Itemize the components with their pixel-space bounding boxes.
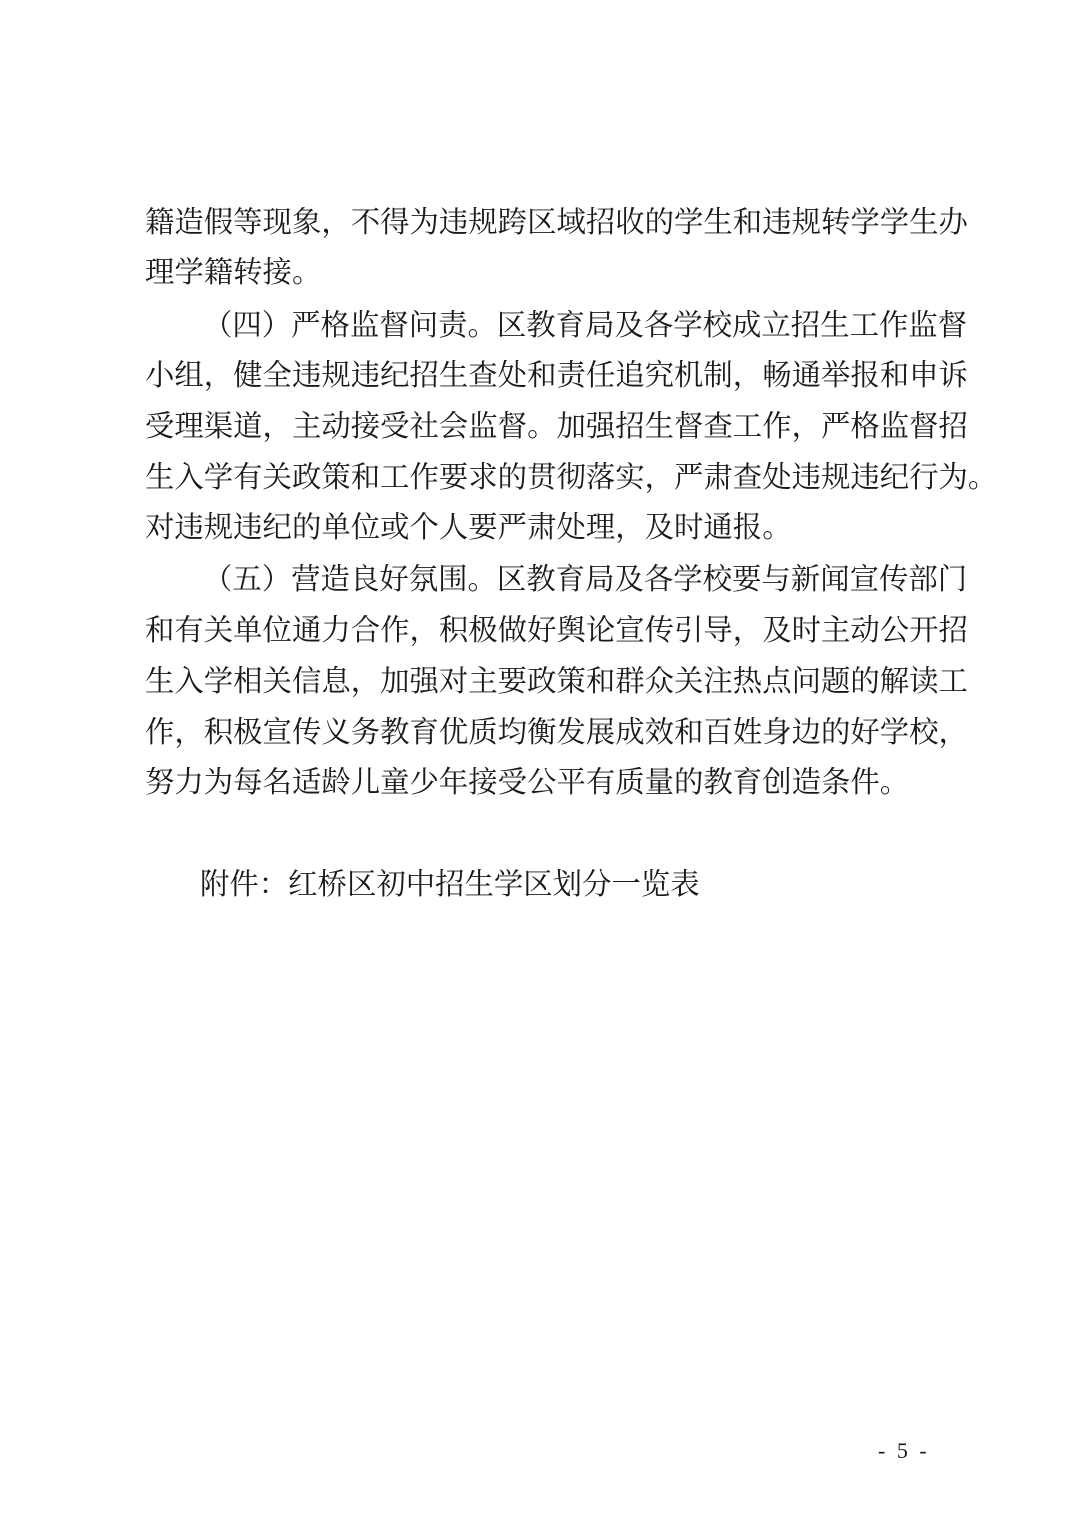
paragraph-line-7: 对违规违纪的单位或个人要严肃处理，及时通报。	[145, 510, 792, 544]
paragraph-line-11: 作，积极宣传义务教育优质均衡发展成效和百姓身边的好学校，	[145, 715, 968, 749]
paragraph-line-4: 小组，健全违规违纪招生查处和责任追究机制，畅通举报和申诉	[145, 358, 968, 392]
paragraph-line-8: （五）营造良好氛围。区教育局及各学校要与新闻宣传部门	[203, 562, 968, 596]
page-number: - 5 -	[878, 1438, 930, 1463]
paragraph-line-9: 和有关单位通力合作，积极做好舆论宣传引导，及时主动公开招	[145, 613, 968, 647]
attachment-note: 附件：红桥区初中招生学区划分一览表	[200, 867, 700, 901]
paragraph-line-10: 生入学相关信息，加强对主要政策和群众关注热点问题的解读工	[145, 664, 968, 698]
paragraph-line-6: 生入学有关政策和工作要求的贯彻落实，严肃查处违规违纪行为。	[145, 460, 998, 494]
paragraph-line-3: （四）严格监督问责。区教育局及各学校成立招生工作监督	[203, 308, 968, 342]
paragraph-line-2: 理学籍转接。	[145, 255, 322, 289]
paragraph-line-12: 努力为每名适龄儿童少年接受公平有质量的教育创造条件。	[145, 765, 910, 799]
paragraph-line-1: 籍造假等现象，不得为违规跨区域招收的学生和违规转学学生办	[145, 205, 968, 239]
paragraph-line-5: 受理渠道，主动接受社会监督。加强招生督查工作，严格监督招	[145, 409, 968, 443]
